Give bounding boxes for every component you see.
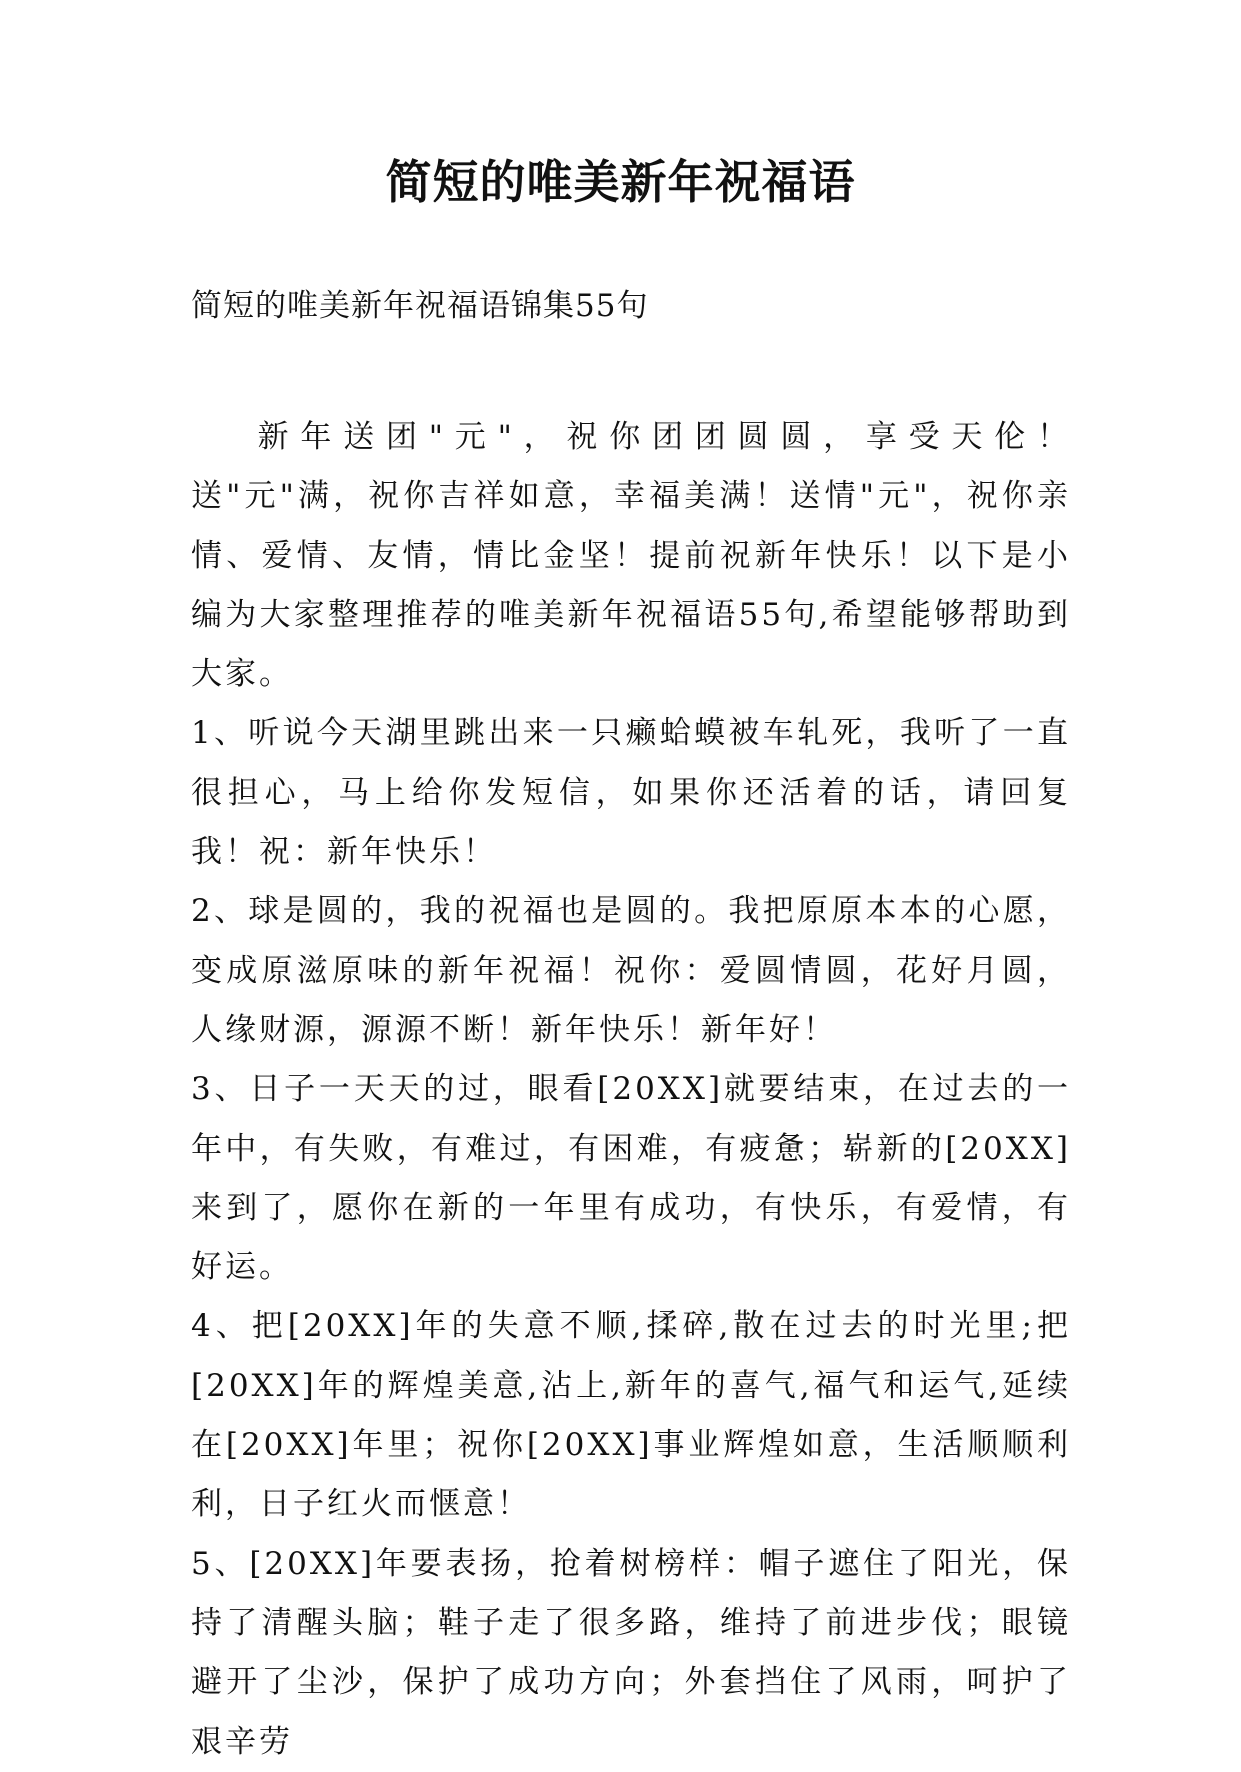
document-body [191, 408, 1071, 1772]
intro-paragraph: 新年送团"元"，祝你团团圆圆，享受天伦！送"元"满，祝你吉祥如意，幸福美满！送情"元"，祝你亲情、爱情、友情，情比金坚！提前祝新年快乐！以下是小编为大家整理推荐的唯美新年祝福语55句,希望能够帮助到大家。 [191, 419, 1071, 693]
document-subtitle: 简短的唯美新年祝福语锦集55句 [191, 288, 649, 324]
list-item: 2、球是圆的，我的祝福也是圆的。我把原原本本的心愿，变成原滋原味的新年祝福！祝你：爱圆情圆，花好月圆，人缘财源，源源不断！新年快乐！新年好！ [191, 893, 1071, 1048]
list-item: 1、听说今天湖里跳出来一只癞蛤蟆被车轧死，我听了一直很担心，马上给你发短信，如果你还活着的话，请回复我！祝：新年快乐！ [191, 715, 1071, 871]
list-item: 4、把[20XX]年的失意不顺,揉碎,散在过去的时光里;把[20XX]年的辉煌美意,沾上,新年的喜气,福气和运气,延续在[20XX]年里；祝你[20XX]事业辉煌如意，生活顺顺利利，日子红火而惬意！ [191, 1308, 1071, 1523]
list-item: 5、[20XX]年要表扬，抢着树榜样：帽子遮住了阳光，保持了清醒头脑；鞋子走了很多路，维持了前进步伐；眼镜避开了尘沙，保护了成功方向；外套挡住了风雨，呵护了艰辛劳 [191, 1545, 1071, 1760]
list-item: 3、日子一天天的过，眼看[20XX]就要结束，在过去的一年中，有失败，有难过，有困难，有疲惫；崭新的[20XX]来到了，愿你在新的一年里有成功，有快乐，有爱情，有好运。 [191, 1071, 1071, 1286]
document-title: 简短的唯美新年祝福语 [385, 155, 856, 209]
